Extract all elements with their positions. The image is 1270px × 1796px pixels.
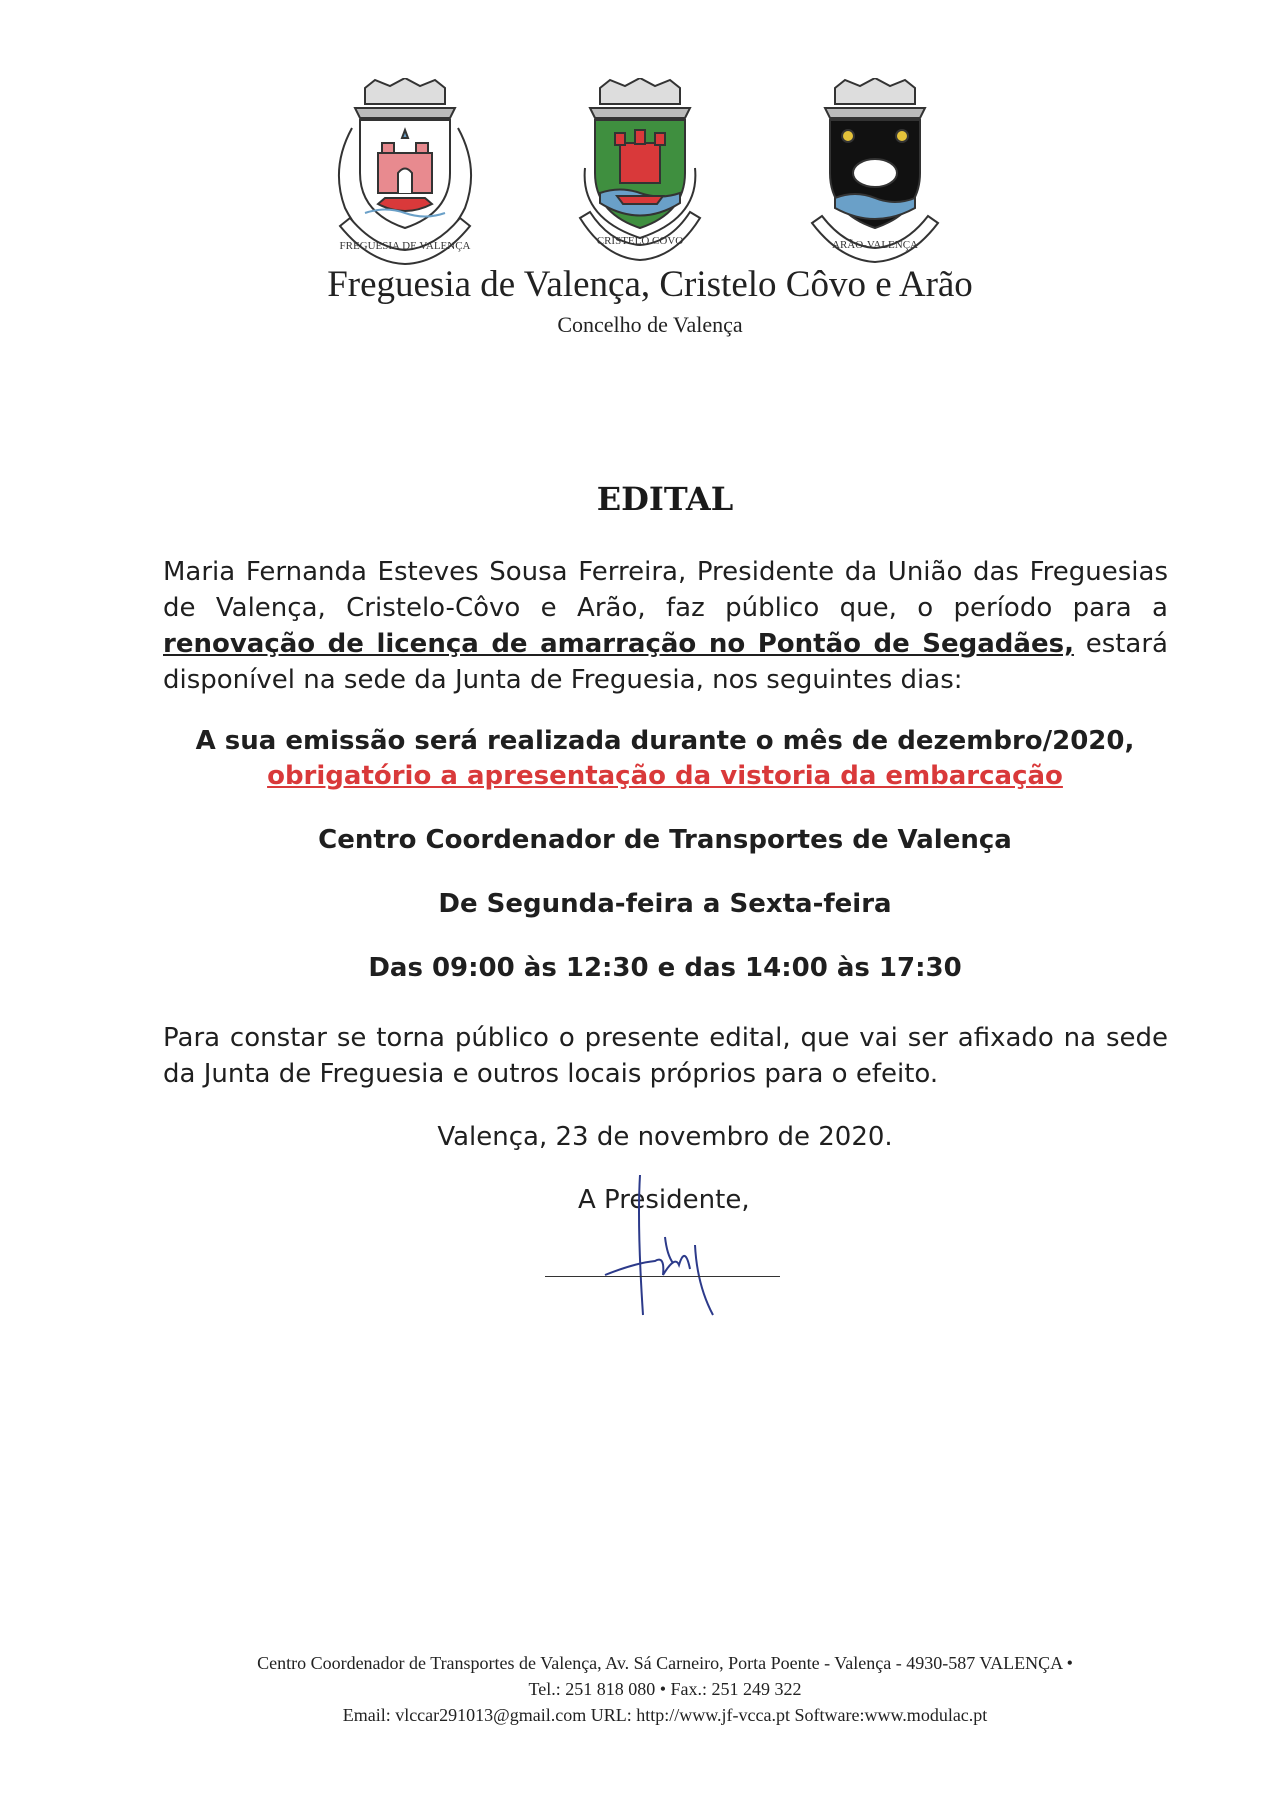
emission-line: A sua emissão será realizada durante o mês de dezembro/2020, [195,726,1135,756]
date-line: Valença, 23 de novembro de 2020. [437,1122,893,1152]
svg-text:ARÃO-VALENÇA: ARÃO-VALENÇA [832,239,918,251]
valenca-crest-icon [310,78,500,268]
svg-text:FREGUESIA DE VALENÇA: FREGUESIA DE VALENÇA [339,240,471,252]
signature-line [545,1276,780,1277]
org-subtitle: Concelho de Valença [557,312,743,337]
org-title: Freguesia de Valença, Cristelo Côvo e Arão [327,264,973,305]
signature-icon [545,1165,795,1325]
closing-paragraph: Para constar se torna público o presente edital, que vai ser afixado na sede da Junta de Freguesia e outros locais próprios para o efeito. [163,1023,1168,1089]
location-line: Centro Coordenador de Transportes de Valença [318,825,1012,855]
crests-row [310,78,970,268]
intro-text-start: Maria Fernanda Esteves Sousa Ferreira, Presidente da União das Freguesias de Valença, Cristelo-Côvo e Arão, faz público que, o período para a [163,557,1168,623]
footer-phone: Tel.: 251 818 080 • Fax.: 251 249 322 [528,1679,802,1699]
footer-contacts: Email: vlccar291013@gmail.com URL: http://www.jf-vcca.pt Software:www.modulac.pt [342,1705,988,1725]
intro-paragraph [163,554,1168,698]
mandatory-line: obrigatório a apresentação da vistoria da embarcação [267,761,1063,791]
days-line: De Segunda-feira a Sexta-feira [438,889,892,919]
footer-address: Centro Coordenador de Transportes de Valença, Av. Sá Carneiro, Porta Poente - Valença - 4930-587 VALENÇA • [257,1653,1073,1673]
cristelo-covo-crest-icon [545,78,735,268]
document-title: EDITAL [596,480,734,518]
svg-text:CRISTELO COVO: CRISTELO COVO [596,235,684,247]
footer [0,1650,1270,1728]
intro-underlined-text: renovação de licença de amarração no Pontão de Segadães, [163,629,1074,659]
hours-line: Das 09:00 às 12:30 e das 14:00 às 17:30 [368,953,962,983]
intro-text-end: estará disponível na sede da Junta de Freguesia, nos seguintes dias: [163,629,1168,695]
arao-crest-icon [780,78,970,268]
signatory-label: A Presidente, [578,1185,750,1215]
